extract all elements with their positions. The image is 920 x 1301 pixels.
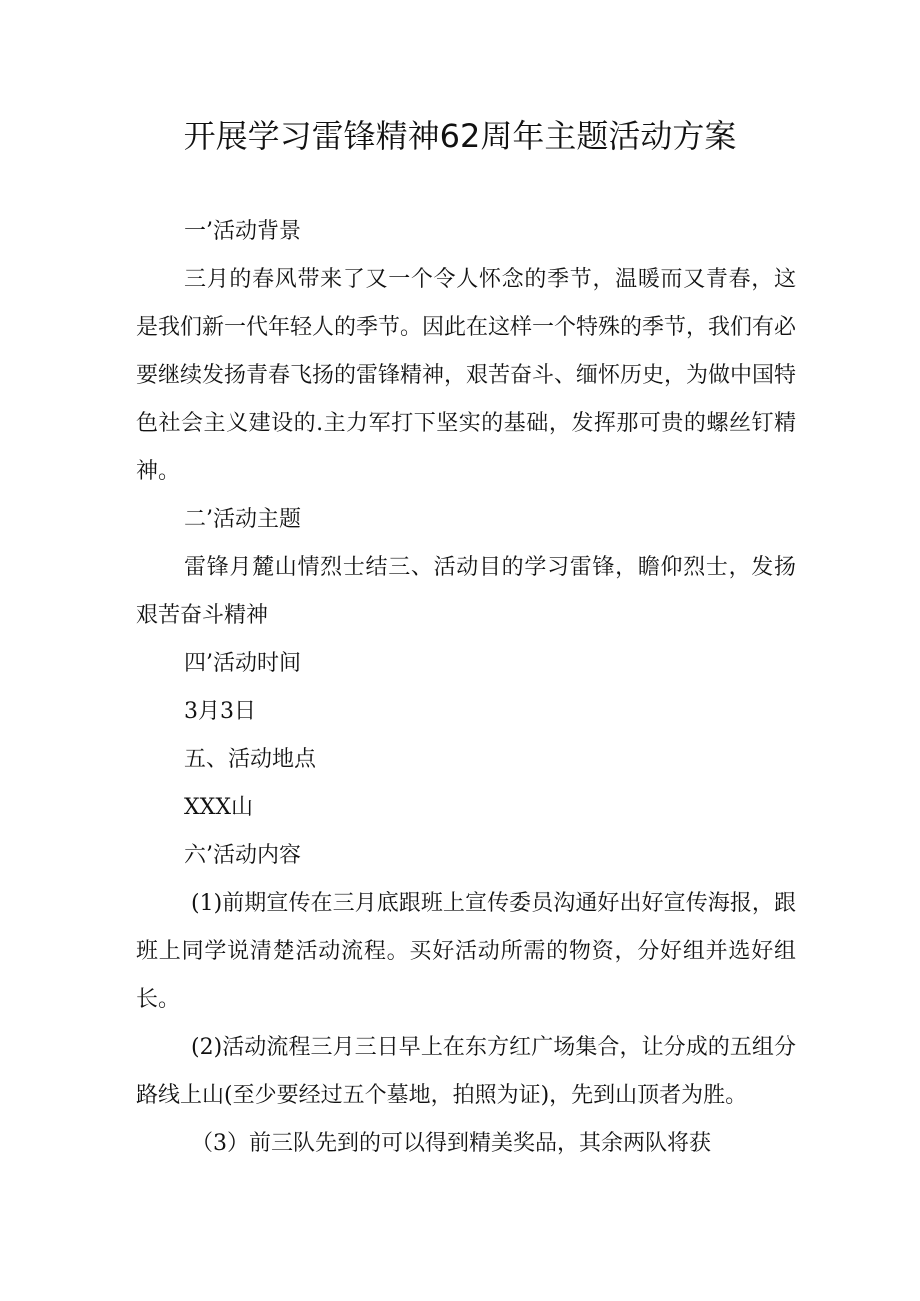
document-body xyxy=(136,208,796,1168)
paragraph-background: 三月的春风带来了又一个令人怀念的季节，温暖而又青春，这是我们新一代年轻人的季节。因此在这样一个特殊的季节，我们有必要继续发扬青春飞扬的雷锋精神，艰苦奋斗、缅怀历史，为做中国特色社会主义建设的.主力军打下坚实的基础，发挥那可贵的螺丝钉精神。 xyxy=(136,267,797,484)
section-heading-time: 四’活动时间 xyxy=(184,651,301,676)
section-heading-location: 五、活动地点 xyxy=(184,747,317,772)
content-item-2: (2)活动流程三月三日早上在东方红广场集合，让分成的五组分路线上山(至少要经过五个墓地，拍照为证)，先到山顶者为胜。 xyxy=(136,1035,796,1108)
content-item-1: (1)前期宣传在三月底跟班上宣传委员沟通好出好宣传海报，跟班上同学说清楚活动流程。买好活动所需的物资，分好组并选好组长。 xyxy=(136,891,796,1012)
document-title: 开展学习雷锋精神62周年主题活动方案 xyxy=(183,117,737,155)
section-heading-background: 一’活动背景 xyxy=(184,219,301,244)
paragraph-theme: 雷锋月麓山情烈士结三、活动目的学习雷锋，瞻仰烈士，发扬艰苦奋斗精神 xyxy=(136,555,796,628)
section-heading-content: 六’活动内容 xyxy=(184,843,301,868)
paragraph-time: 3月3日 xyxy=(184,699,256,724)
content-item-3: （3）前三队先到的可以得到精美奖品，其余两队将获 xyxy=(191,1131,711,1156)
section-heading-theme: 二’活动主题 xyxy=(184,507,301,532)
paragraph-location: XXX山 xyxy=(184,795,253,820)
